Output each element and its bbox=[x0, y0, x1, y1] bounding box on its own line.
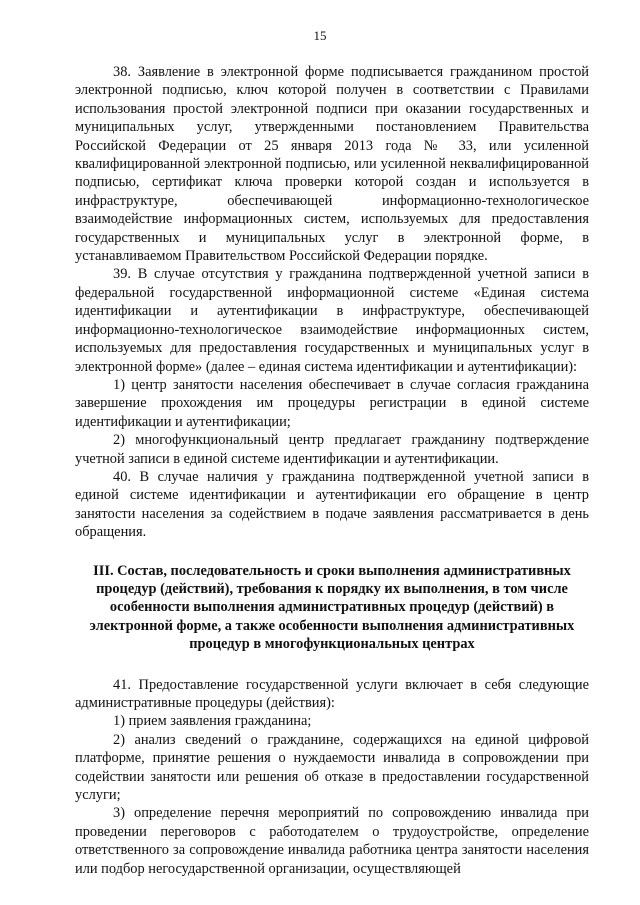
section-heading-line: III. Состав, последовательность и сроки выполнения административных bbox=[93, 562, 571, 579]
document-body bbox=[75, 63, 589, 878]
paragraph-40: 40. В случае наличия у гражданина подтвержденной учетной записи в единой системе идентификации и аутентификации его обращение в центр занятости населения за содействием в подаче заявления рассматривается в день обращения. bbox=[75, 468, 589, 541]
paragraph-41: 41. Предоставление государственной услуги включает в себя следующие административные процедуры (действия): bbox=[75, 676, 589, 711]
paragraph-41-item-2: 2) анализ сведений о гражданине, содержащихся на единой цифровой платформе, принятие решения о нуждаемости инвалида в сопровождении при содействии занятости или решения об отказе в предоставлении государственной услуги; bbox=[75, 731, 589, 804]
section-heading-line: процедур (действий), требования к порядку их выполнения, в том числе bbox=[96, 580, 568, 597]
paragraph-41-item-3: 3) определение перечня мероприятий по сопровождению инвалида при проведении переговоров с работодателем о трудоустройстве, определение ответственного за сопровождение инвалида работника центра занятости населения или подбор негосударственной организации, осуществляющей bbox=[75, 805, 589, 877]
paragraph-38: 38. Заявление в электронной форме подписывается гражданином простой электронной подписью, ключ которой получен в соответствии с Правилами использования простой электронной подписи при оказании государственных и муниципальных услуг, утвержденными постановлением Правительства Российской Федерации от 25 января 2013 года № 33, или усиленной квалифицированной электронной подписью, или усиленной неквалифицированной подписью, сертификат ключа проверки которой создан и используется в инфраструктуре, обеспечивающей информационно-технологическое взаимодействие информационных систем, используемых для предоставления государственных и муниципальных услуг в электронной форме, в устанавливаемом Правительством Российской Федерации порядке. bbox=[75, 64, 589, 265]
page-number: 15 bbox=[313, 28, 327, 43]
paragraph-39: 39. В случае отсутствия у гражданина подтвержденной учетной записи в федеральной государственной информационной системе «Единая система идентификации и аутентификации в инфраструктуре, обеспечивающей информационно-технологическое взаимодействие информационных систем, используемых для предоставления государственных и муниципальных услуг в электронной форме» (далее – единая система идентификации и аутентификации): bbox=[75, 266, 589, 375]
section-heading bbox=[75, 562, 589, 654]
paragraph-41-item-1: 1) прием заявления гражданина; bbox=[113, 713, 312, 730]
section-heading-line: электронной форме, а также особенности выполнения административных bbox=[89, 617, 575, 634]
section-heading-line: особенности выполнения административных процедур (действий) в bbox=[109, 599, 555, 616]
paragraph-39-item-2: 2) многофункциональный центр предлагает гражданину подтверждение учетной записи в единой системе идентификации и аутентификации. bbox=[75, 432, 589, 467]
section-heading-line: процедур в многофункциональных центрах bbox=[189, 636, 475, 653]
paragraph-39-item-1: 1) центр занятости населения обеспечивает в случае согласия гражданина завершение прохождения им процедуры регистрации в единой системе идентификации и аутентификации; bbox=[75, 376, 589, 430]
